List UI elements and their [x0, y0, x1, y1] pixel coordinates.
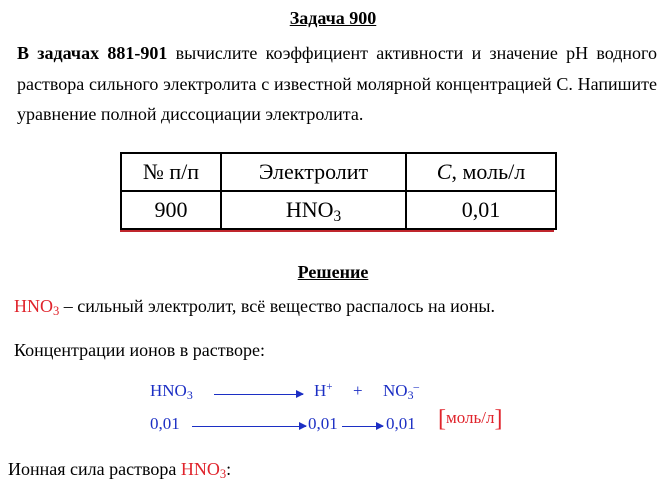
header-c-symbol: C — [436, 159, 452, 184]
reaction-arrow-icon — [214, 394, 303, 395]
table-header-row — [121, 153, 556, 191]
conc-arrow-1-icon — [192, 426, 306, 427]
header-electrolyte: Электролит — [221, 153, 406, 191]
concentrations-label: Концентрации ионов в растворе: — [14, 340, 265, 360]
conc-reactant: 0,01 — [150, 414, 180, 433]
conc-product-h: 0,01 — [308, 414, 338, 433]
ionic-strength-line: Ионная сила раствора $HNO_3$: — [8, 459, 232, 481]
solution-heading: Решение — [297, 262, 369, 282]
cell-electrolyte: $HNO_3$ — [221, 191, 406, 229]
formula-hno3: $HNO_3$ — [14, 296, 60, 319]
strong-electrolyte-text: – сильный электролит, всё вещество распалось на ионы. — [59, 296, 495, 316]
conc-product-no3: 0,01 — [386, 414, 416, 433]
problem-heading: Задача 900 — [289, 8, 377, 28]
header-unit: моль/л — [462, 159, 526, 184]
cell-concentration: 0,01 — [406, 191, 556, 229]
data-table — [120, 152, 557, 230]
equation-plus: + — [353, 381, 363, 400]
table-row — [121, 191, 556, 229]
equation-reactant: $HNO_3$ — [150, 381, 193, 402]
table-red-underline — [120, 230, 554, 232]
problem-statement — [17, 38, 657, 130]
header-number: № п/п — [121, 153, 221, 191]
statement-bold-prefix: В задачах 881-901 — [17, 43, 168, 63]
strong-electrolyte-line — [14, 296, 495, 317]
cell-number: 900 — [121, 191, 221, 229]
equation-product-h: H+ — [314, 380, 333, 400]
equation-product-no3: $NO_3^-$ — [383, 380, 420, 402]
ionic-strength-label: Ионная сила раствора — [8, 459, 177, 479]
conc-arrow-2-icon — [342, 426, 383, 427]
statement-text: вычислите коэффициент активности и значение pH водного раствора сильного электролита с известной молярной концентрацией С. Напишите уравнение полной диссоциации электролита. — [17, 43, 657, 124]
header-concentration: C, моль/л — [406, 153, 556, 191]
ionic-strength-formula: $HNO_3$ — [180, 459, 227, 481]
open-bracket-icon: [ — [438, 406, 446, 432]
close-bracket-icon: ] — [494, 406, 503, 432]
conc-unit: [моль/л] — [438, 406, 503, 432]
